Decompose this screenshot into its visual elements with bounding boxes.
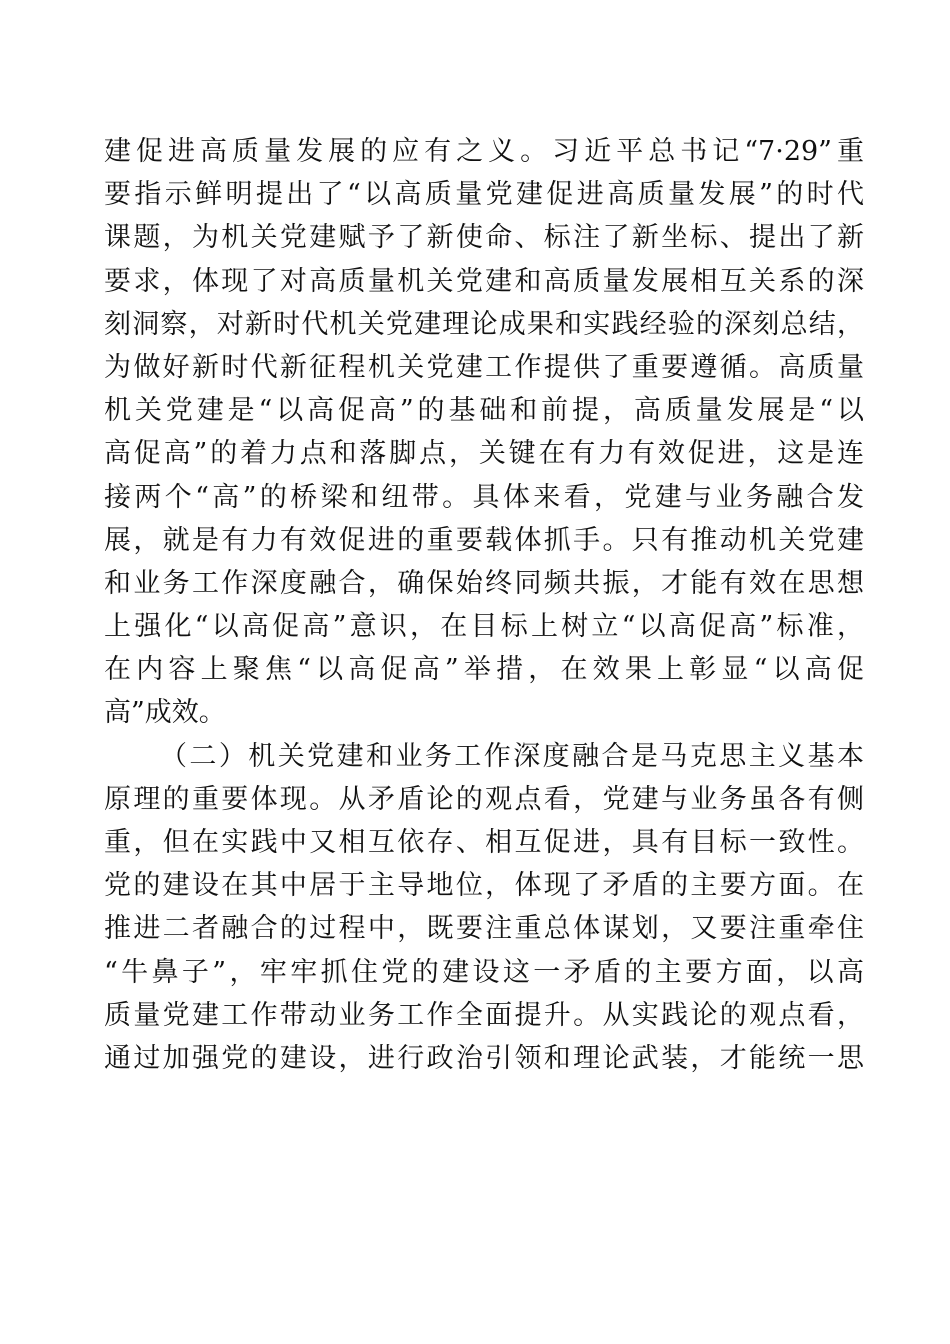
text-line: 党的建设在其中居于主导地位，体现了矛盾的主要方面。在 bbox=[104, 870, 864, 902]
text-line: 推进二者融合的过程中，既要注重总体谋划，又要注重牵住 bbox=[104, 913, 864, 945]
text-line: 高”成效。 bbox=[104, 697, 226, 729]
text-line: 刻洞察，对新时代机关党建理论成果和实践经验的深刻总结， bbox=[104, 308, 864, 340]
body-text bbox=[104, 130, 864, 1080]
text-line: 质量党建工作带动业务工作全面提升。从实践论的观点看， bbox=[104, 999, 864, 1031]
text-line: 课题，为机关党建赋予了新使命、标注了新坐标、提出了新 bbox=[104, 222, 864, 254]
text-line: 为做好新时代新征程机关党建工作提供了重要遵循。高质量 bbox=[104, 351, 864, 383]
text-line: 和业务工作深度融合，确保始终同频共振，才能有效在思想 bbox=[104, 567, 864, 599]
text-line: 高促高”的着力点和落脚点，关键在有力有效促进，这是连 bbox=[104, 438, 864, 470]
section-heading-line: （二）机关党建和业务工作深度融合是马克思主义基本 bbox=[160, 740, 864, 772]
text-line: 原理的重要体现。从矛盾论的观点看，党建与业务虽各有侧 bbox=[104, 783, 864, 815]
text-line: 重，但在实践中又相互依存、相互促进，具有目标一致性。 bbox=[104, 827, 864, 858]
text-line: 接两个“高”的桥梁和纽带。具体来看，党建与业务融合发 bbox=[104, 481, 864, 513]
text-line: 上强化“以高促高”意识，在目标上树立“以高促高”标准， bbox=[104, 611, 864, 643]
text-line: 要求，体现了对高质量机关党建和高质量发展相互关系的深 bbox=[104, 265, 864, 297]
text-line: 展，就是有力有效促进的重要载体抓手。只有推动机关党建 bbox=[104, 524, 864, 556]
text-line: 通过加强党的建设，进行政治引领和理论武装，才能统一思 bbox=[104, 1042, 864, 1074]
text-line: 机关党建是“以高促高”的基础和前提，高质量发展是“以 bbox=[104, 395, 864, 427]
text-line: 建促进高质量发展的应有之义。习近平总书记“7·29”重 bbox=[104, 136, 864, 167]
text-line: 要指示鲜明提出了“以高质量党建促进高质量发展”的时代 bbox=[104, 179, 864, 211]
text-line: 在内容上聚焦“以高促高”举措，在效果上彰显“以高促 bbox=[104, 654, 864, 686]
text-line: “牛鼻子”，牢牢抓住党的建设这一矛盾的主要方面，以高 bbox=[104, 956, 864, 988]
